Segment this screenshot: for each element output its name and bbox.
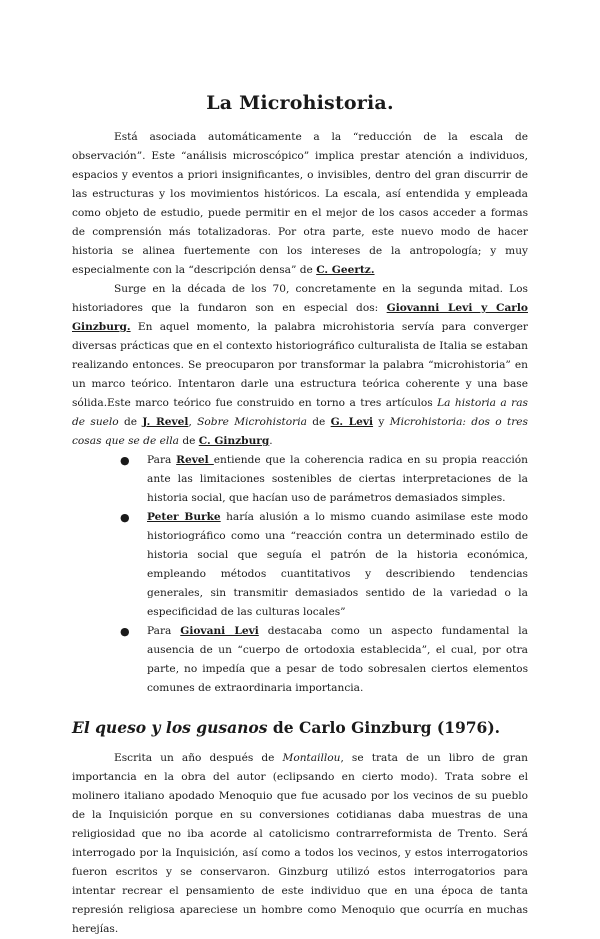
list-item bbox=[72, 622, 528, 698]
list-item bbox=[72, 508, 528, 622]
origins-sep-1: , bbox=[188, 416, 198, 428]
bullet-3-pre: Para bbox=[147, 625, 181, 637]
bullet-icon: ● bbox=[120, 511, 130, 524]
document-page bbox=[72, 92, 528, 939]
page-title: La Microhistoria. bbox=[206, 92, 394, 114]
list-item bbox=[72, 451, 528, 508]
origins-de-3: de bbox=[178, 435, 199, 447]
article-3: Microhistoria: dos o tres cosas que se de ella bbox=[72, 416, 528, 447]
book-text-b: , se trata de un libro de gran importancia en la obra del autor (eclipsando en cierto modo). Trata sobre el molinero italiano apodado Menoquio que fue acusado por los vecinos de su pueblo de la Inquisición porque en su conversiones cotidianas daba muestras de una religiosidad que no iba acorde al catolicismo contrarreformista de Trento. Será interrogado por la Inquisición, así como a todos los vecinos, y estos interrogatorios fueron escritos y se conservaron. Ginzburg utilizó estos interrogatorios para intentar recrear el pensamiento de este individuo que en una época de tanta represión religiosa apareciese un hombre como Menoquio que ocurría en muchas herejías. bbox=[72, 752, 528, 935]
revel-link[interactable]: J. Revel bbox=[142, 416, 189, 428]
section-heading-rest: de Carlo Ginzburg (1976). bbox=[267, 718, 501, 737]
origins-y: y bbox=[373, 416, 390, 428]
origins-de-1: de bbox=[118, 416, 143, 428]
burke-link[interactable]: Peter Burke bbox=[147, 511, 221, 523]
bullet-icon: ● bbox=[120, 454, 130, 467]
bullet-icon: ● bbox=[120, 625, 130, 638]
revel-bullet-link[interactable]: Revel bbox=[176, 454, 214, 466]
section-heading bbox=[72, 718, 528, 737]
origins-paragraph bbox=[72, 280, 528, 451]
origins-de-2: de bbox=[306, 416, 331, 428]
intro-paragraph bbox=[72, 128, 528, 280]
bullet-2-text: haría alusión a lo mismo cuando asimilase este modo historiográfico como una “reacción contra un determinado estilo de historia social que seguía el patrón de la historia económica, empleando métodos cuantitativos y describiendo tendencias generales, sin transmitir demasiados sentido de la variedad o la especificidad de las culturas locales” bbox=[147, 511, 528, 618]
book-paragraph bbox=[72, 749, 528, 939]
montaillou-title: Montaillou bbox=[282, 752, 341, 764]
levi-bullet-link[interactable]: Giovani Levi bbox=[180, 625, 259, 637]
geertz-link[interactable]: C. Geertz. bbox=[316, 264, 375, 276]
book-title: El queso y los gusanos bbox=[72, 718, 268, 737]
bullet-1-pre: Para bbox=[147, 454, 177, 466]
bullet-3-text: destacaba como un aspecto fundamental la ausencia de un “cuerpo de ortodoxia establecida”, el cual, por otra parte, no impedía que a pesar de todo sobresalen ciertos elementos comunes de extraordinaria importancia. bbox=[147, 625, 528, 694]
article-2: Sobre Microhistoria bbox=[197, 416, 307, 428]
definitions-list bbox=[72, 451, 528, 698]
origins-text-a: Surge en la década de los 70, concretamente en la segunda mitad. Los historiadores que la fundaron son en especial dos: bbox=[72, 283, 528, 314]
origins-text-b: En aquel momento, la palabra microhistoria servía para converger diversas prácticas que en el contexto historiográfico culturalista de Italia se estaban realizando entonces. Se preocuparon por transformar la palabra “microhistoria” en un marco teórico. Intentaron darle una estructura teórica coherente y una base sólida.Este marco teórico fue construido en torno a tres artículos bbox=[72, 321, 528, 409]
article-1: La historia a ras de suelo bbox=[72, 397, 528, 428]
origins-end: . bbox=[269, 435, 273, 447]
book-text-a: Escrita un año después de bbox=[114, 752, 283, 764]
intro-text: Está asociada automáticamente a la “reducción de la escala de observación”. Este “análisis microscópico” implica prestar atención a individuos, espacios y eventos a priori insignificantes, o invisibles, dentro del gran discurrir de las estructuras y los movimientos históricos. La escala, así entendida y empleada como objeto de estudio, puede permitir en el mejor de los casos acceder a formas de comprensión más totalizadoras. Por otra parte, este nuevo modo de hacer historia se alinea fuertemente con los intereses de la antropología; y muy especialmente con la “descripción densa” de bbox=[72, 131, 528, 276]
founders-link[interactable]: Giovanni Levi y Carlo Ginzburg. bbox=[72, 302, 528, 333]
bullet-1-text: entiende que la coherencia radica en su propia reacción ante las limitaciones sostenibles de ciertas interpretaciones de la historia social, que hacían uso de parámetros demasiados simples. bbox=[147, 454, 528, 504]
levi-link[interactable]: G. Levi bbox=[330, 416, 374, 428]
ginzburg-link[interactable]: C. Ginzburg bbox=[198, 435, 270, 447]
